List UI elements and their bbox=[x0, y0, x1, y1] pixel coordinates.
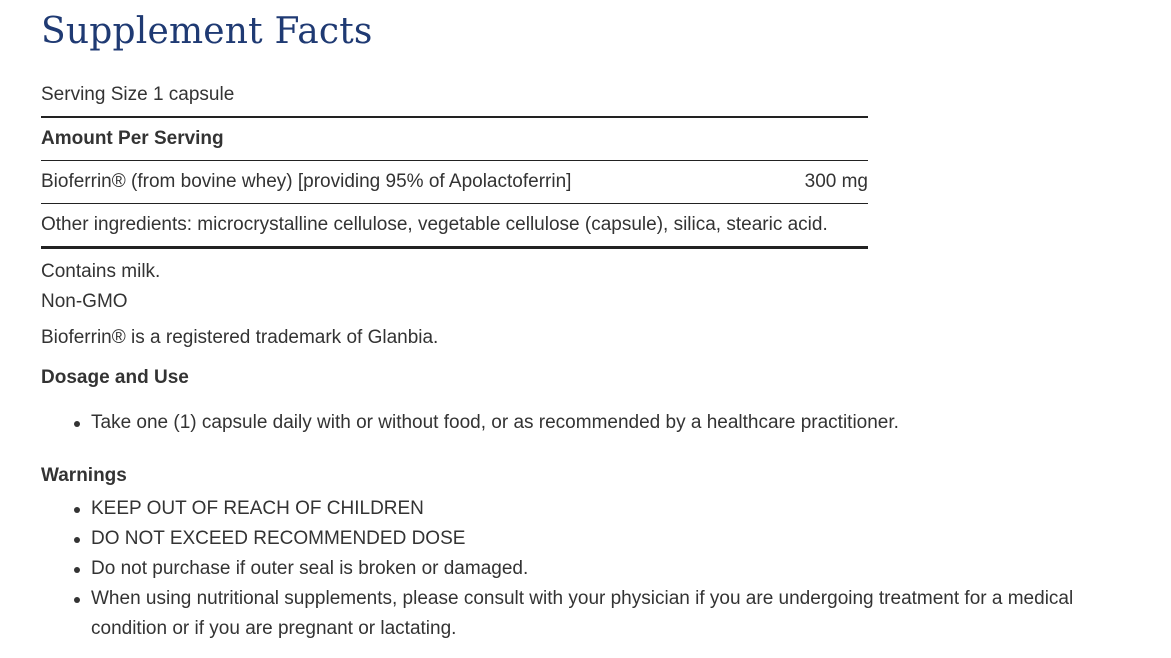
amount-per-serving-row bbox=[41, 118, 868, 161]
serving-size-row bbox=[41, 74, 868, 118]
other-ingredients-row bbox=[41, 204, 868, 249]
dosage-heading: Dosage and Use bbox=[41, 367, 189, 388]
other-ingredients-text: Other ingredients: microcrystalline cellulose, vegetable cellulose (capsule), silica, stearic acid. bbox=[41, 214, 828, 235]
supplement-facts-table bbox=[41, 74, 868, 249]
warnings-list bbox=[41, 494, 1127, 644]
ingredient-amount: 300 mg bbox=[804, 171, 868, 192]
page-title: Supplement Facts bbox=[41, 11, 373, 52]
dosage-list bbox=[41, 408, 1127, 438]
ingredient-row bbox=[41, 161, 868, 204]
warnings-heading: Warnings bbox=[41, 465, 127, 486]
product-notes bbox=[41, 257, 438, 353]
serving-size-text: Serving Size 1 capsule bbox=[41, 84, 235, 105]
list-item: Do not purchase if outer seal is broken or damaged. bbox=[41, 554, 1127, 584]
note-trademark: Bioferrin® is a registered trademark of Glanbia. bbox=[41, 327, 439, 348]
note-non-gmo: Non-GMO bbox=[41, 291, 128, 312]
list-item: DO NOT EXCEED RECOMMENDED DOSE bbox=[41, 524, 1127, 554]
ingredient-name: Bioferrin® (from bovine whey) [providing 95% of Apolactoferrin] bbox=[41, 171, 572, 192]
note-contains-milk: Contains milk. bbox=[41, 261, 161, 282]
list-item: Take one (1) capsule daily with or without food, or as recommended by a healthcare practitioner. bbox=[41, 408, 1127, 438]
list-item: KEEP OUT OF REACH OF CHILDREN bbox=[41, 494, 1127, 524]
list-item: When using nutritional supplements, please consult with your physician if you are undergoing treatment for a medical condition or if you are pregnant or lactating. bbox=[41, 584, 1127, 644]
amount-per-serving-label: Amount Per Serving bbox=[41, 128, 224, 149]
